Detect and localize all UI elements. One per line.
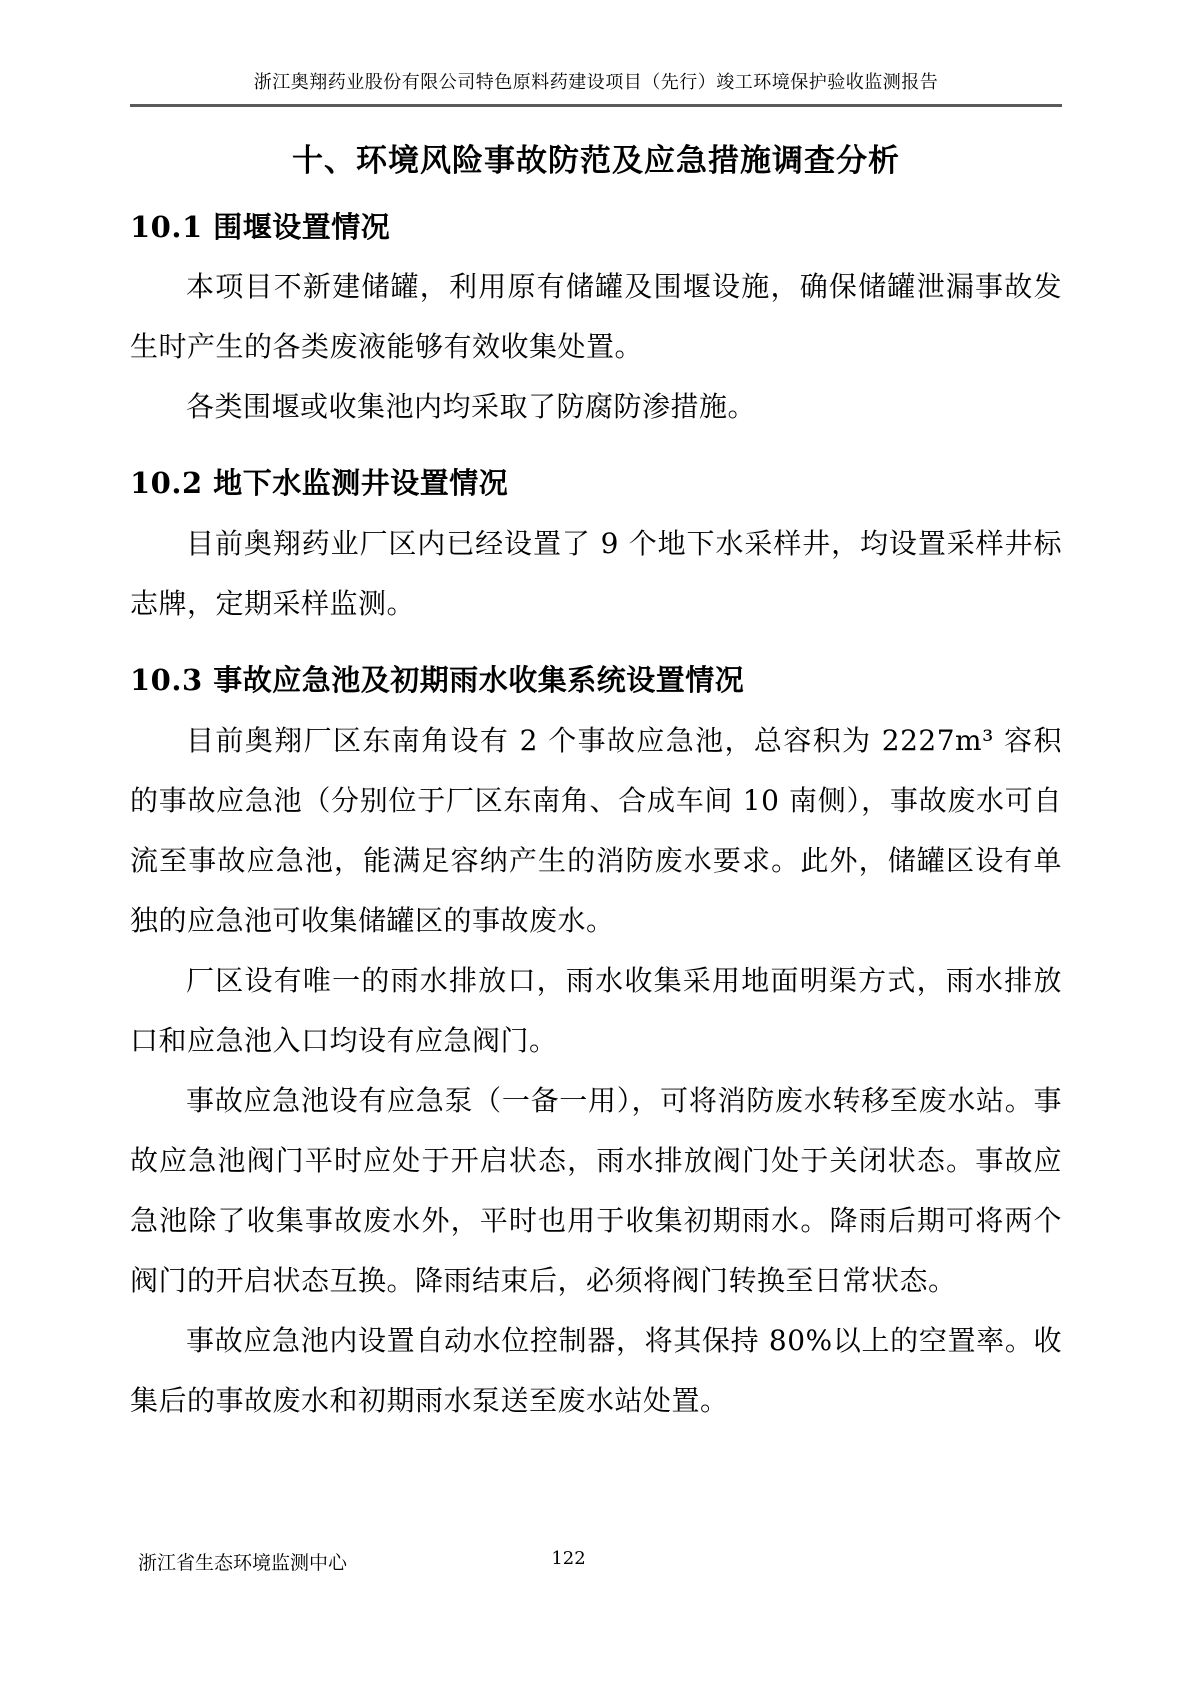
- paragraph: 事故应急池内设置自动水位控制器，将其保持 80%以上的空置率。收集后的事故废水和初期雨水泵送至废水站处置。: [130, 1323, 1062, 1417]
- page-header: [130, 72, 1062, 107]
- paragraph: 目前奥翔厂区东南角设有 2 个事故应急池，总容积为 2227m³ 容积的事故应急池（分别位于厂区东南角、合成车间 10 南侧），事故废水可自流至事故应急池，能满足容纳产生的消防废水要求。此外，储罐区设有单独的应急池可收集储罐区的事故废水。: [130, 723, 1062, 937]
- section-heading-10-1: 10.1 围堰设置情况: [130, 209, 391, 244]
- page-footer: [130, 1548, 1062, 1576]
- paragraph: 厂区设有唯一的雨水排放口，雨水收集采用地面明渠方式，雨水排放口和应急池入口均设有应急阀门。: [130, 963, 1062, 1057]
- paragraph: 本项目不新建储罐，利用原有储罐及围堰设施，确保储罐泄漏事故发生时产生的各类废液能够有效收集处置。: [130, 270, 1062, 364]
- header-title: 浙江奥翔药业股份有限公司特色原料药建设项目（先行）竣工环境保护验收监测报告: [253, 72, 939, 93]
- paragraph: 目前奥翔药业厂区内已经设置了 9 个地下水采样井，均设置采样井标志牌，定期采样监测。: [130, 527, 1062, 621]
- footer-organization: 浙江省生态环境监测中心: [138, 1552, 348, 1574]
- page-number: 122: [551, 1548, 586, 1569]
- section-10-3: [130, 660, 1062, 1431]
- page-title: 十、环境风险事故防范及应急措施调查分析: [292, 142, 900, 179]
- section-10-1: [130, 207, 1062, 438]
- section-heading-10-2: 10.2 地下水监测井设置情况: [130, 466, 509, 501]
- section-heading-10-3: 10.3 事故应急池及初期雨水收集系统设置情况: [130, 663, 745, 698]
- paragraph: 各类围堰或收集池内均采取了防腐防渗措施。: [186, 390, 757, 424]
- paragraph: 事故应急池设有应急泵（一备一用），可将消防废水转移至废水站。事故应急池阀门平时应处于开启状态，雨水排放阀门处于关闭状态。事故应急池除了收集事故废水外，平时也用于收集初期雨水。降雨后期可将两个阀门的开启状态互换。降雨结束后，必须将阀门转换至日常状态。: [130, 1083, 1062, 1297]
- section-10-2: [130, 463, 1062, 634]
